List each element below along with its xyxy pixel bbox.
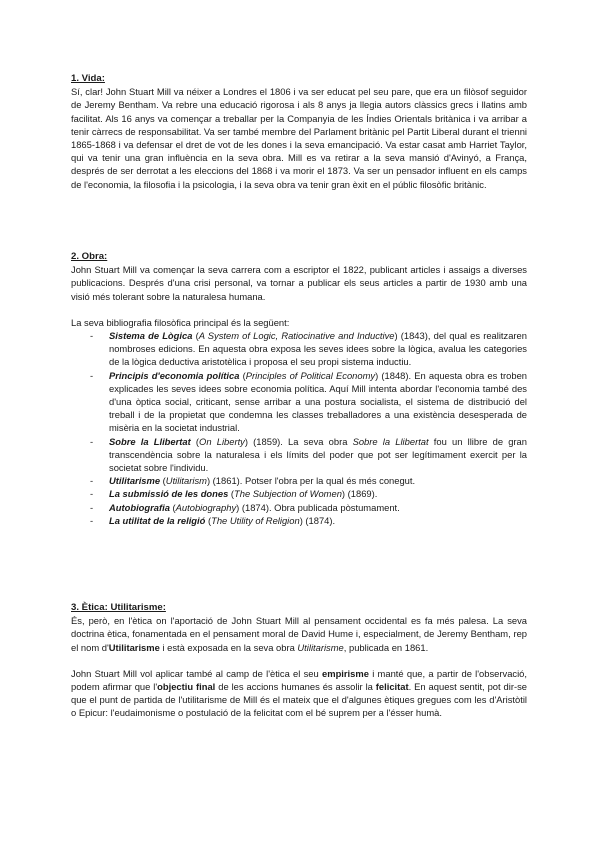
bibliography-item: - La utilitat de la religió (The Utility of Religion) (1874). [71, 514, 527, 527]
book-original-title: Principles of Political Economy [245, 369, 376, 381]
section-etica [71, 601, 527, 720]
book-title: Utilitarisme [109, 475, 161, 487]
bibliography-list [71, 329, 527, 527]
book-original-title: Utilitarism [165, 475, 207, 487]
book-title: Sobre la Llibertat [109, 435, 191, 447]
book-title: La submissió de les dones [109, 488, 229, 500]
section-heading-vida: 1. Vida: [71, 73, 105, 84]
obra-intro-paragraph: John Stuart Mill va començar la seva carrera com a escriptor el 1822, publicant articles i assaigs a diverses publicacions. Després d'una crisi personal, va tornar a publicar els seus articles a partir de 1930 amb una visió més tolerant sobre la naturalesa humana. [71, 264, 527, 302]
book-title: Sistema de Lògica [109, 330, 193, 342]
bold-term: empirisme [322, 667, 369, 679]
bold-term: Utilitarisme [108, 641, 160, 653]
section-obra [71, 250, 527, 527]
bibliography-item: - Principis d'economia política (Principles of Political Economy) (1848). En aquesta obra es troben explicades les seves idees sobre economia política. Aquí Mill intenta abordar l'economia també des d'una òptica social, criticant, sense arribar a una postura socialista, el sistema de distribució del treball i de la propietat que condemna les classes treballadores a una existència desesperada de misèria en la societat industrial. [71, 369, 527, 435]
bold-term: objectiu final [157, 681, 216, 693]
book-original-title: The Utility of Religion [211, 514, 300, 526]
bibliography-item: - Utilitarisme (Utilitarism) (1861). Potser l'obra per la qual és més conegut. [71, 474, 527, 487]
book-original-title: A System of Logic, Ratiocinative and Inductive [198, 330, 395, 342]
inline-book-title: Sobre la Llibertat [352, 435, 429, 447]
etica-paragraph-2: John Stuart Mill vol aplicar també al camp de l'ètica el seu empirisme i manté que, a partir de l'observació, podem afirmar que l'objectiu final de les accions humanes és assolir la felicitat. En aquest sentit, pot dir-se que el punt de partida de l'utilitarisme de Mill és el mateix que el d'algunes ètiques gregues com les d'Aristòtil o Epicur: l'eudaimonisme o postulació de la felicitat com el bé suprem per a l'ésser humà. [71, 667, 527, 719]
bold-term: felicitat [375, 681, 409, 693]
book-original-title: Autobiography [175, 501, 237, 513]
section-vida [71, 72, 527, 191]
book-original-title: On Liberty [199, 435, 245, 447]
bibliography-intro: La seva bibliografia filosòfica principal és la següent: [71, 316, 290, 328]
bibliography-item: - La submissió de les dones (The Subjection of Women) (1869). [71, 487, 527, 500]
vida-paragraph: Sí, clar! John Stuart Mill va néixer a Londres el 1806 i va ser educat pel seu pare, que era un filòsof seguidor de Jeremy Bentham. Va rebre una educació rigorosa i als 8 anys ja llegia autors clàssics grecs i llatins amb facilitat. Als 16 anys va començar a treballar per la Companyia de les Índies Orientals britànica i va arribar a tenir càrrecs de responsabilitat. Va ser també membre del Parlament britànic pel Partit Liberal durant el trienni 1865-1868 i va defensar el dret de vot de les dones i la seva emancipació. Va estar casat amb Harriet Taylor, qui va tenir una gran influència en la seva obra. Mill es va retirar a la seva mansió d'Avinyó, a França, després de ser derrotat a les eleccions del 1868 i va morir el 1873. Va ser un pensador influent en els camps de l'economia, la filosofia i la psicologia, i la seva obra va tenir gran èxit en el públic filosòfic britànic. [71, 86, 527, 190]
section-heading-etica: 3. Ètica: Utilitarisme: [71, 602, 166, 613]
section-heading-obra: 2. Obra: [71, 251, 108, 262]
etica-paragraph-1: És, però, en l'ètica on l'aportació de John Stuart Mill al pensament occidental es fa més palesa. La seva doctrina ètica, fonamentada en el pensament moral de David Hume i, especialment, de Jeremy Bentham, rep el nom d'Utilitarisme i està exposada en la seva obra Utilitarisme, publicada en 1861. [71, 615, 527, 653]
bibliography-item: - Sistema de Lògica (A System of Logic, Ratiocinative and Inductive) (1843), del qual es realitzaren nombroses edicions. En aquesta obra exposa les seves idees sobre la lògica, avalua les categories de la lògica deductiva aristotèlica i proposa el seu propi sistema inductiu. [71, 329, 527, 369]
book-title: Autobiografia [109, 501, 170, 513]
book-title: Principis d'economia política [109, 369, 240, 381]
bibliography-item: - Autobiografia (Autobiography) (1874). Obra publicada pòstumament. [71, 501, 527, 514]
book-original-title: The Subjection of Women [234, 488, 342, 500]
book-title: La utilitat de la religió [109, 514, 206, 526]
bibliography-item: - Sobre la Llibertat (On Liberty) (1859). La seva obra Sobre la Llibertat fou un llibre de gran transcendència sobre la naturalesa i els límits del poder que pot ser legítimament exercit per la societat sobre l'individu. [71, 435, 527, 475]
italic-title: Utilitarisme [297, 641, 344, 653]
